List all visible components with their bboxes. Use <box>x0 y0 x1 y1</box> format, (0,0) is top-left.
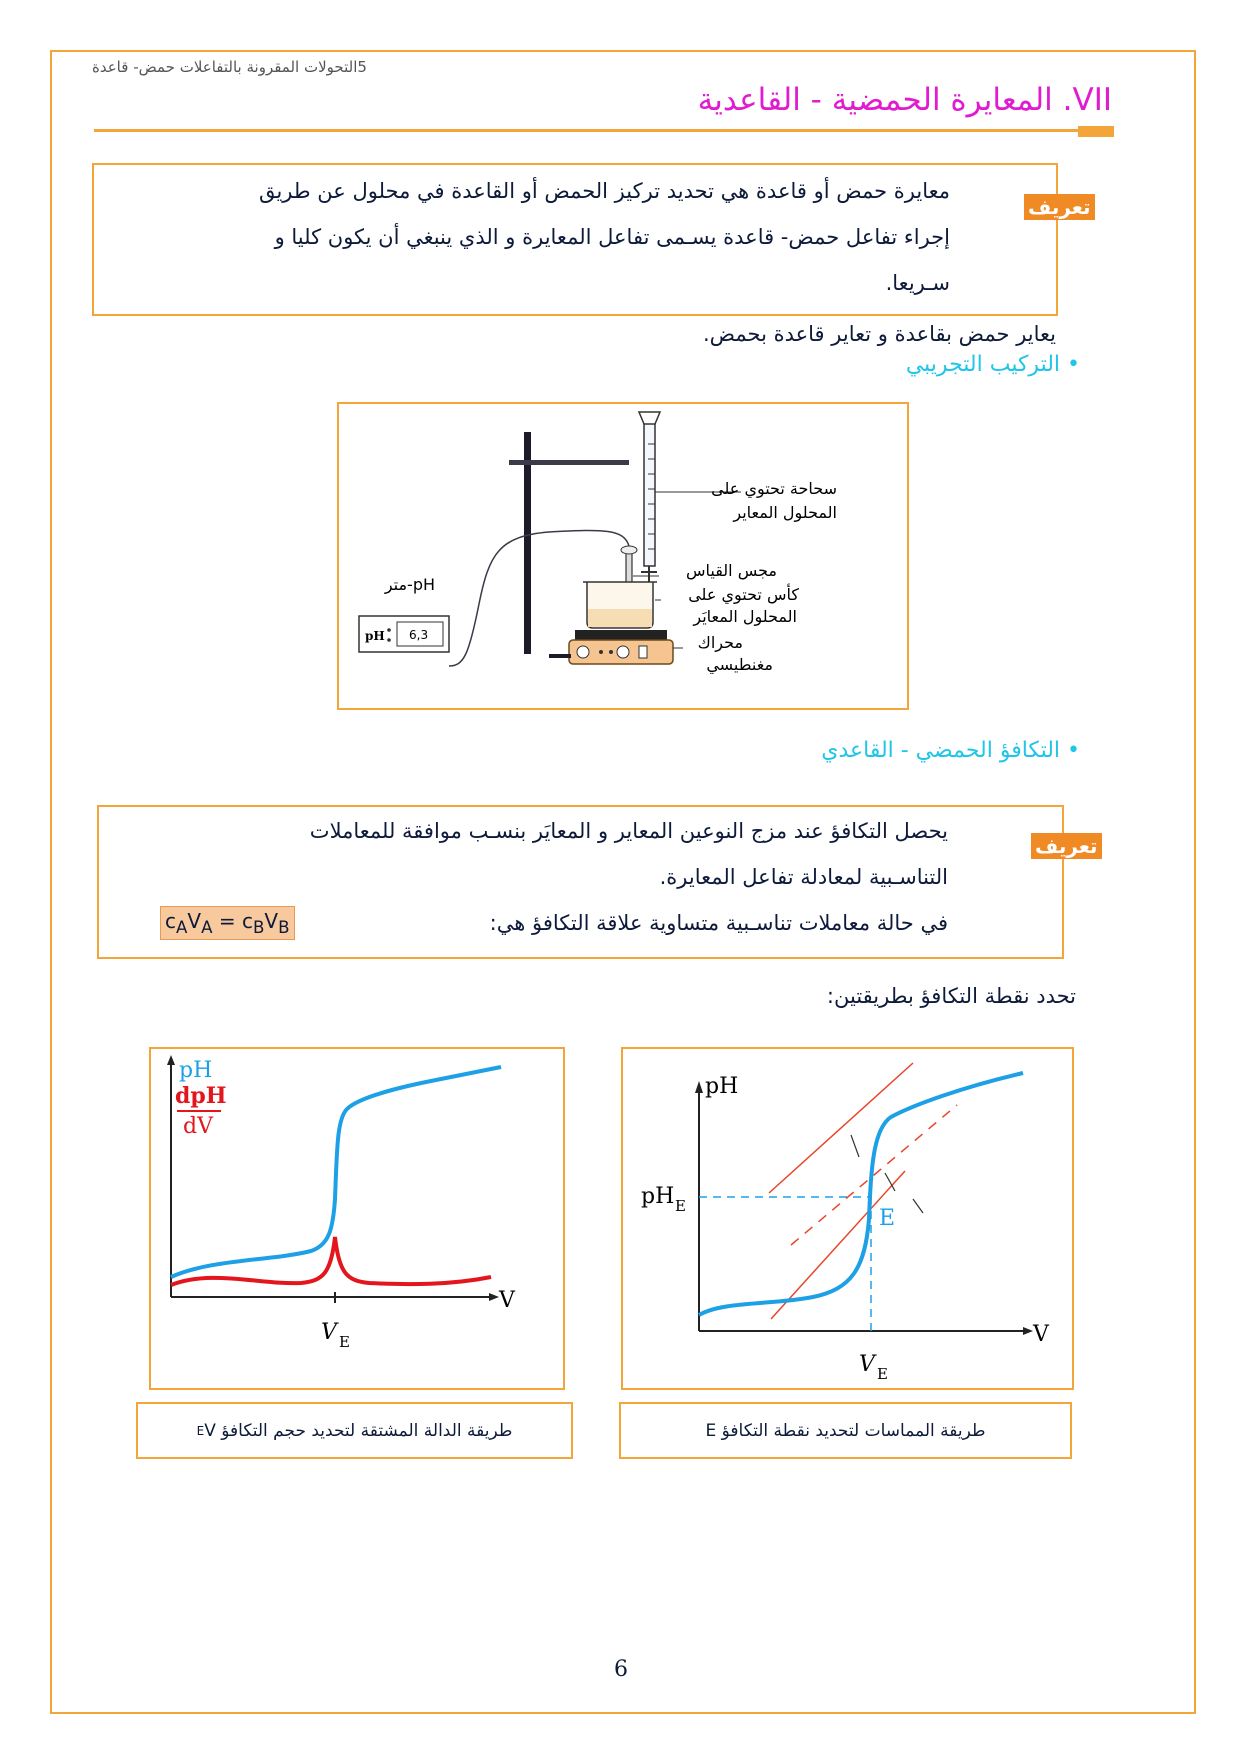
y-axis-arrow <box>167 1055 175 1065</box>
axis-label-ve: V <box>321 1320 337 1345</box>
probe-head <box>621 546 637 554</box>
formula-symbol: V <box>187 909 202 933</box>
title-underline <box>94 129 1114 132</box>
formula-subscript: B <box>252 918 265 937</box>
definition-tag-2: تعريف <box>1031 833 1102 859</box>
clamp-arm <box>509 460 629 465</box>
definition-line: يحصل التكافؤ عند مزج النوعين المعاير و المعايَر بنسـب موافقة للمعاملات <box>309 819 948 843</box>
caption-tangent-method <box>619 1402 1072 1459</box>
formula-symbol: c <box>165 909 176 933</box>
formula-subscript: A <box>201 918 213 937</box>
setup-diagram <box>339 404 907 708</box>
burette-label: المحلول المعاير <box>733 503 837 522</box>
axis-label-dv: dV <box>183 1114 213 1139</box>
equivalence-methods-note: تحدد نقطة التكافؤ بطريقتين: <box>826 984 1076 1008</box>
axis-label-ve-subscript: E <box>877 1365 888 1383</box>
stirrer-knob[interactable] <box>577 646 589 658</box>
axis-label-phe: pH <box>641 1184 675 1209</box>
parallel-midline <box>791 1105 957 1245</box>
title-underline-tab <box>1078 126 1114 137</box>
burette <box>644 416 655 566</box>
beaker-solution <box>588 609 652 627</box>
axis-label-phe-subscript: E <box>675 1197 686 1215</box>
distance-marker <box>851 1135 859 1157</box>
page-title: VII. المعايرة الحمضية - القاعدية <box>697 82 1112 118</box>
stirrer-switch[interactable] <box>639 646 647 658</box>
x-axis-arrow <box>1023 1327 1033 1335</box>
setup-figure <box>337 402 909 710</box>
equivalence-formula <box>160 906 295 940</box>
stand-rod <box>524 432 531 654</box>
titration-note: يعاير حمض بقاعدة و تعاير قاعدة بحمض. <box>702 322 1056 346</box>
chapter-reference: 5التحولات المقرونة بالتفاعلات حمض- قاعدة <box>92 58 367 76</box>
formula-symbol: V <box>264 909 279 933</box>
beaker-label: المحلول المعايَر <box>693 607 797 626</box>
derivative-graph <box>151 1049 563 1388</box>
stirrer-label: محراك <box>697 633 743 652</box>
page-number: 6 <box>614 1657 628 1682</box>
section-heading-setup: • التركيب التجريبي <box>905 352 1080 377</box>
definition-line: معايرة حمض أو قاعدة هي تحديد تركيز الحمض أو القاعدة في محلول عن طريق <box>258 179 950 203</box>
x-axis-arrow <box>489 1293 499 1301</box>
formula-equals: = <box>212 909 242 933</box>
axis-label-ve-subscript: E <box>339 1333 350 1351</box>
derivative-curve <box>171 1237 491 1285</box>
stirrer-dot <box>599 650 603 654</box>
meter-led <box>387 638 391 642</box>
formula-subscript: A <box>176 918 188 937</box>
burette-label: سحاحة تحتوي على <box>711 479 837 498</box>
stand-base <box>549 654 571 658</box>
axis-label-v: V <box>1033 1322 1049 1347</box>
stirrer-dot <box>609 650 613 654</box>
definition-text-2 <box>188 808 948 946</box>
y-axis-arrow <box>695 1081 703 1093</box>
stirrer-top <box>575 630 667 640</box>
distance-marker <box>913 1199 923 1213</box>
caption-text: طريقة الدالة المشتقة لتحديد حجم التكافؤ V <box>204 1420 513 1441</box>
caption-text: طريقة المماسات لتحديد نقطة التكافؤ E <box>705 1420 986 1441</box>
caption-subscript: E <box>196 1423 205 1438</box>
axis-label-ve: V <box>859 1352 875 1377</box>
tangent-upper <box>769 1063 913 1193</box>
ph-meter-label: pH-متر <box>384 575 435 594</box>
definition-line: سـريعا. <box>885 271 950 295</box>
caption-derivative-method <box>136 1402 573 1459</box>
definition-line: التناسـبية لمعادلة تفاعل المعايرة. <box>659 865 948 889</box>
formula-symbol: c <box>241 909 253 933</box>
axis-label-v: V <box>499 1288 515 1313</box>
formula-subscript: B <box>278 918 290 937</box>
graph-tangent-method <box>621 1047 1074 1390</box>
stirrer-label: مغنطيسي <box>706 655 773 674</box>
ph-meter-name: pH <box>365 629 385 643</box>
axis-label-ph: pH <box>705 1074 739 1099</box>
definition-text-1 <box>130 168 950 306</box>
burette-top <box>639 412 660 424</box>
stirrer-knob[interactable] <box>617 646 629 658</box>
axis-label-dph: dpH <box>175 1083 227 1109</box>
probe-label: مجس القياس <box>685 561 777 580</box>
tangent-graph <box>623 1049 1072 1388</box>
definition-line: إجراء تفاعل حمض- قاعدة يسـمى تفاعل المعايرة و الذي ينبغي أن يكون كليا و <box>274 225 950 249</box>
axis-label-ph: pH <box>179 1058 213 1083</box>
graph-derivative-method <box>149 1047 565 1390</box>
definition-tag-1: تعريف <box>1024 194 1095 220</box>
section-heading-equivalence: • التكافؤ الحمضي - القاعدي <box>821 738 1080 763</box>
equivalence-point-label: E <box>879 1206 896 1231</box>
ph-meter-value: 6,3 <box>409 628 429 642</box>
definition-line: في حالة معاملات تناسـبية متساوية علاقة التكافؤ هي: <box>489 911 948 935</box>
beaker-label: كأس تحتوي على <box>688 585 799 604</box>
meter-led <box>387 628 391 632</box>
